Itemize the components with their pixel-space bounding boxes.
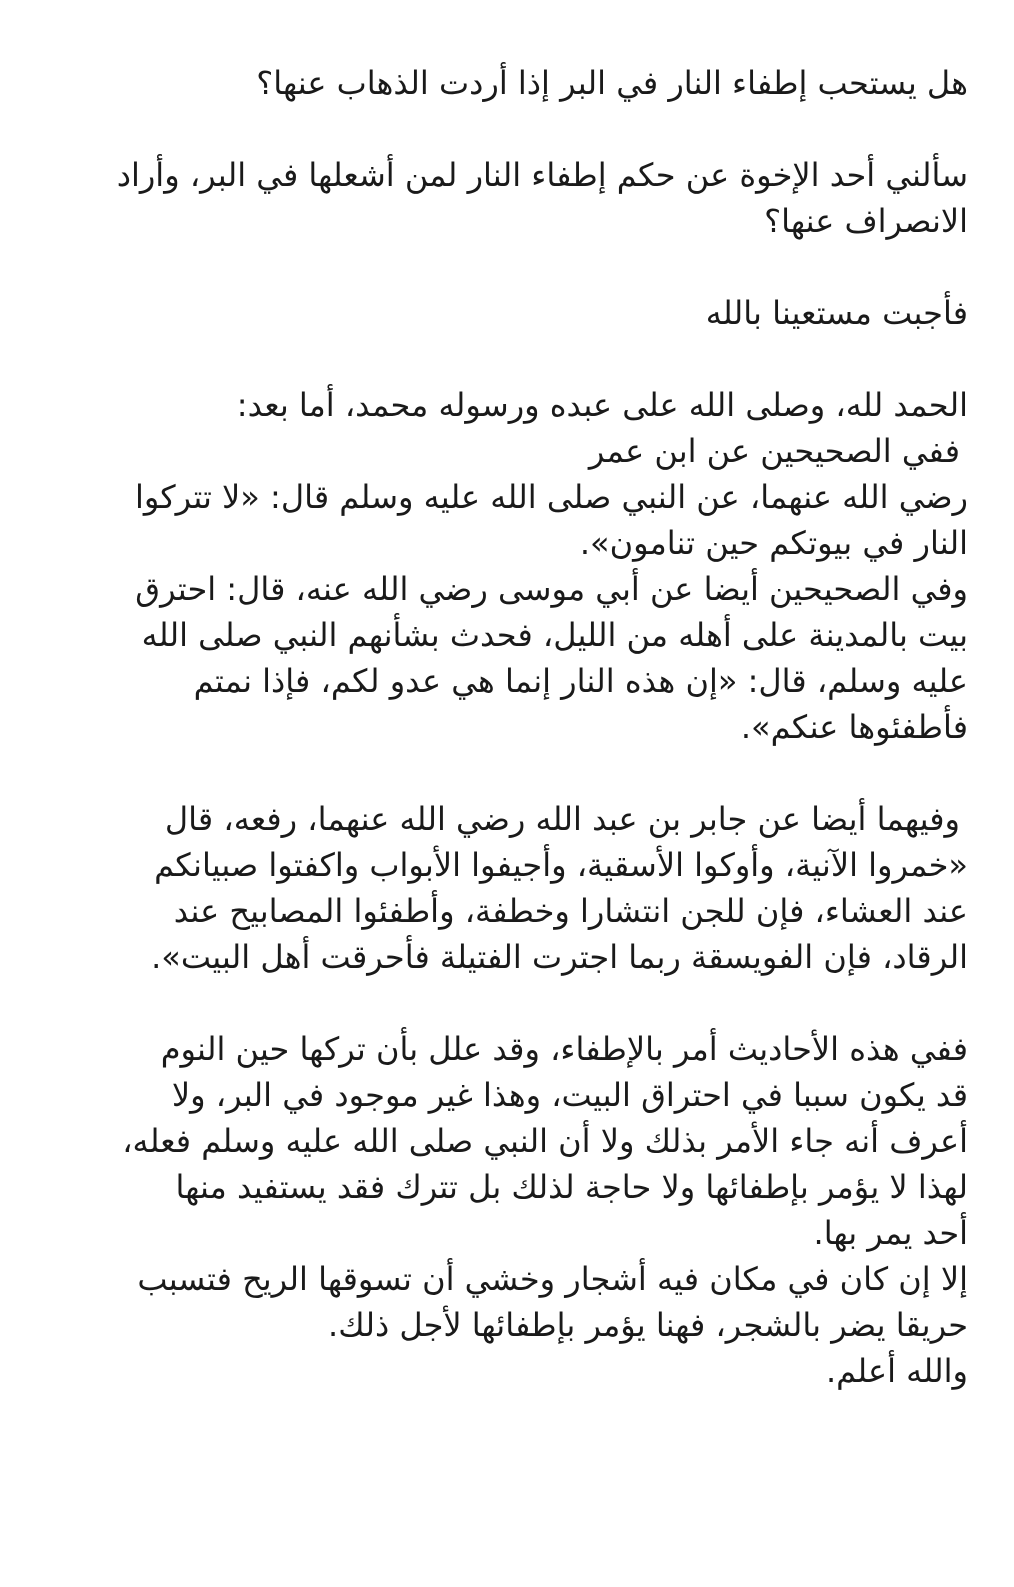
document-title: هل يستحب إطفاء النار في البر إذا أردت الذهاب عنها؟ (256, 64, 968, 102)
hadith-paragraph-2 (40, 796, 968, 980)
text-line: وفيهما أيضا عن جابر بن عبد الله رضي الله عنهما، رفعه، قال (164, 800, 960, 838)
text-line: ففي الصحيحين عن ابن عمر (588, 432, 960, 470)
spacer (40, 980, 968, 1026)
text-line: سألني أحد الإخوة عن حكم إطفاء النار لمن أشعلها في البر، وأراد (116, 156, 968, 194)
spacer (40, 106, 968, 152)
text-line: الحمد لله، وصلى الله على عبده ورسوله محمد، أما بعد: (236, 386, 968, 424)
hadith-paragraph-1 (40, 382, 968, 750)
spacer (40, 336, 968, 382)
text-line: إلا إن كان في مكان فيه أشجار وخشي أن تسوقها الريح فتسبب (137, 1260, 968, 1298)
text-line: رضي الله عنهما، عن النبي صلى الله عليه وسلم قال: «لا تتركوا (135, 478, 968, 516)
text-line: عليه وسلم، قال: «إن هذه النار إنما هي عدو لكم، فإذا نمتم (193, 662, 968, 700)
text-line: ففي هذه الأحاديث أمر بالإطفاء، وقد علل بأن تركها حين النوم (160, 1030, 968, 1068)
text-line: أحد يمر بها. (813, 1214, 968, 1252)
question-paragraph (40, 152, 968, 244)
text-line: لهذا لا يؤمر بإطفائها ولا حاجة لذلك بل تترك فقد يستفيد منها (175, 1168, 968, 1206)
text-line: الرقاد، فإن الفويسقة ربما اجترت الفتيلة فأحرقت أهل البيت». (151, 938, 968, 976)
text-line: والله أعلم. (825, 1352, 968, 1390)
text-line: النار في بيوتكم حين تنامون». (579, 524, 968, 562)
conclusion-paragraph (40, 1026, 968, 1394)
text-line: أعرف أنه جاء الأمر بذلك ولا أن النبي صلى الله عليه وسلم فعله، (122, 1122, 968, 1160)
text-line: وفي الصحيحين أيضا عن أبي موسى رضي الله عنه، قال: احترق (135, 570, 968, 608)
text-line: الانصراف عنها؟ (764, 202, 968, 240)
spacer (40, 244, 968, 290)
text-line: قد يكون سببا في احتراق البيت، وهذا غير موجود في البر، ولا (171, 1076, 968, 1114)
text-line: فأطفئوها عنكم». (740, 708, 968, 746)
text-line: بيت بالمدينة على أهله من الليل، فحدث بشأنهم النبي صلى الله (141, 616, 968, 654)
text-line: «خمروا الآنية، وأوكوا الأسقية، وأجيفوا الأبواب واكفتوا صبيانكم (154, 846, 968, 884)
text-line: حريقا يضر بالشجر، فهنا يؤمر بإطفائها لأجل ذلك. (328, 1306, 968, 1344)
text-line: عند العشاء، فإن للجن انتشارا وخطفة، وأطفئوا المصابيح عند (173, 892, 968, 930)
answer-intro: فأجبت مستعينا بالله (705, 294, 968, 332)
spacer (40, 750, 968, 796)
